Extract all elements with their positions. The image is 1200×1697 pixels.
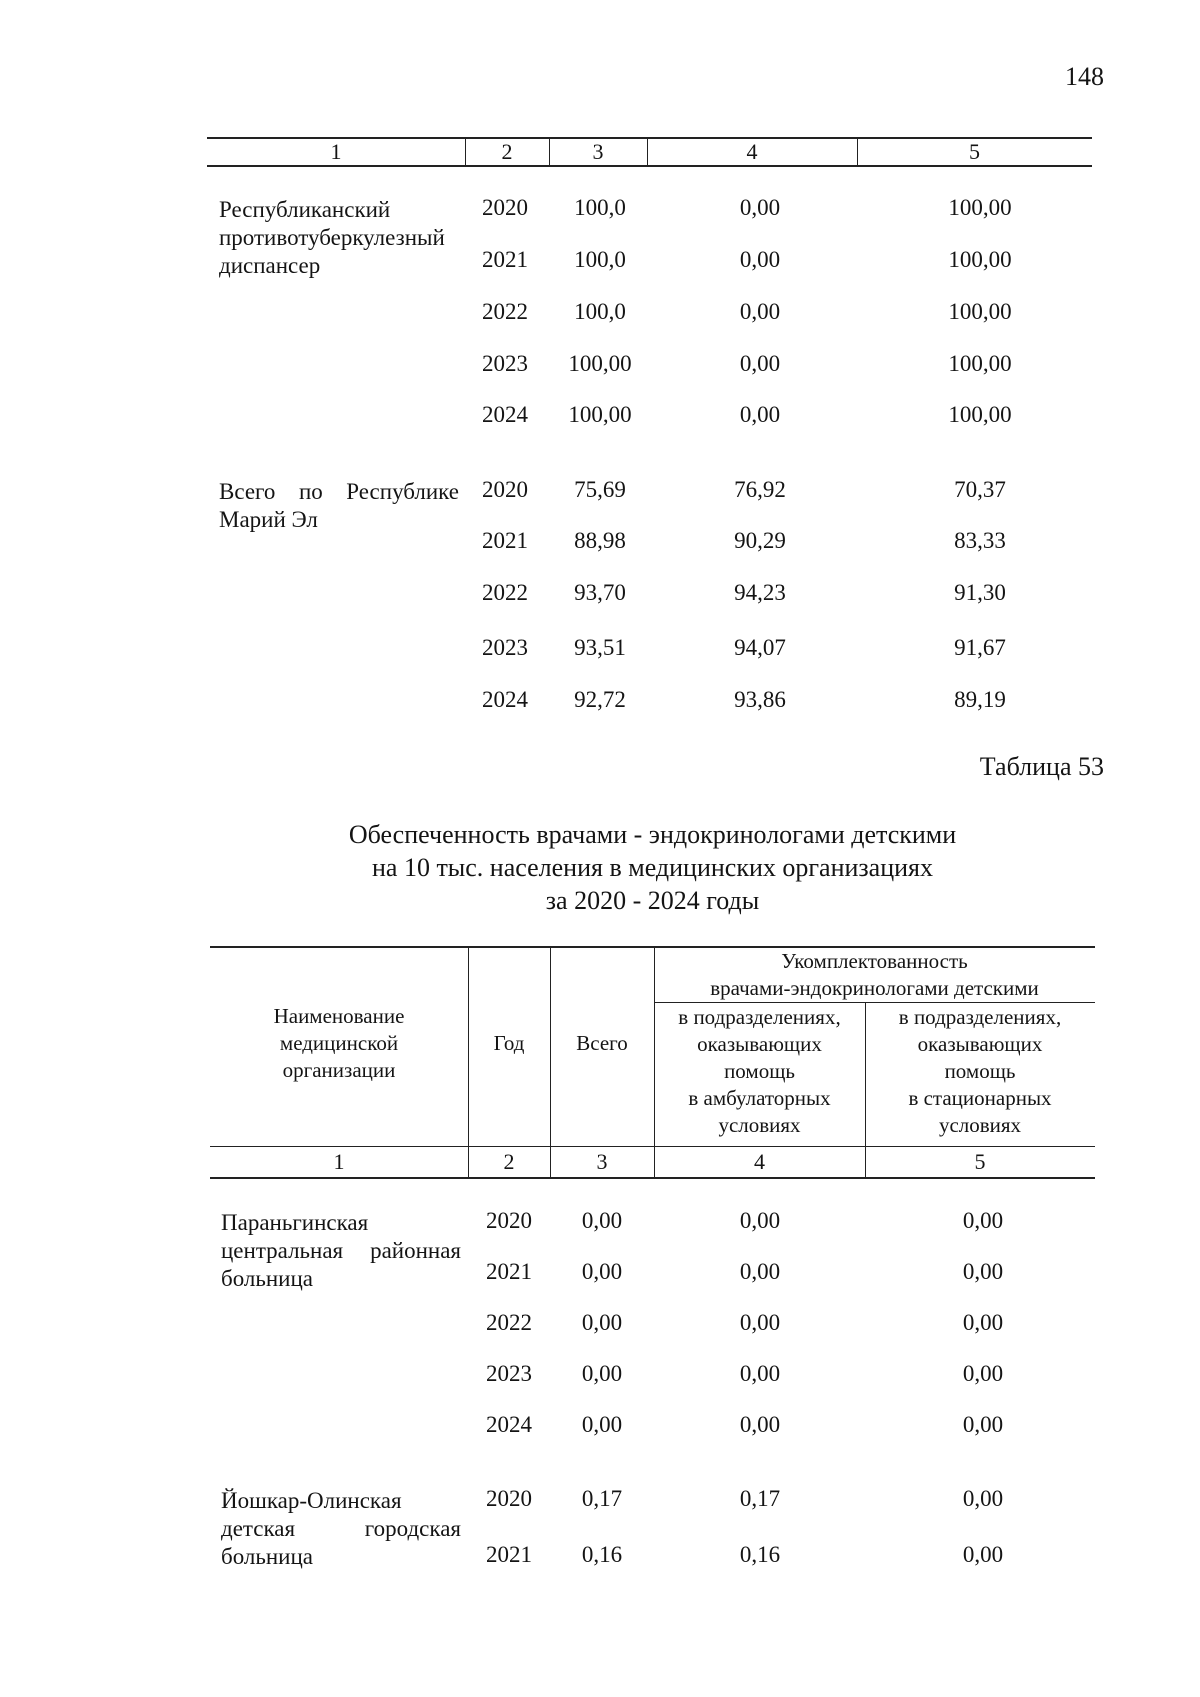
cell-year: 2020 bbox=[486, 1208, 532, 1233]
cell-year: 2023 bbox=[482, 635, 528, 660]
cell-inpatient: 0,00 bbox=[962, 1259, 1004, 1284]
cell-inpatient: 0,00 bbox=[962, 1542, 1004, 1567]
org-name: Параньгинская центральная районная больница bbox=[221, 1210, 461, 1291]
column-number-3: 3 bbox=[596, 1149, 608, 1174]
table-title bbox=[200, 818, 1105, 917]
column-number-2: 2 bbox=[501, 139, 513, 164]
continued-table-header bbox=[207, 137, 1092, 167]
cell-inpatient: 89,19 bbox=[954, 687, 1006, 712]
cell-total: 0,00 bbox=[581, 1412, 623, 1437]
cell-year: 2021 bbox=[486, 1259, 532, 1284]
header-staffing: Укомплектованность врачами-эндокринологами детскими bbox=[710, 949, 1039, 1000]
cell-inpatient: 100,00 bbox=[948, 351, 1012, 376]
cell-year: 2020 bbox=[482, 195, 528, 220]
cell-total: 88,98 bbox=[574, 528, 626, 553]
cell-inpatient: 100,00 bbox=[948, 247, 1012, 272]
column-number-1: 1 bbox=[333, 1149, 345, 1174]
cell-ambulatory: 90,29 bbox=[734, 528, 786, 553]
cell-ambulatory: 0,00 bbox=[739, 402, 781, 427]
column-number-5: 5 bbox=[974, 1149, 986, 1174]
cell-year: 2024 bbox=[482, 402, 528, 427]
cell-year: 2022 bbox=[486, 1310, 532, 1335]
cell-total: 100,00 bbox=[568, 351, 632, 376]
cell-total: 0,17 bbox=[581, 1486, 623, 1511]
cell-year: 2023 bbox=[486, 1361, 532, 1386]
cell-inpatient: 0,00 bbox=[962, 1486, 1004, 1511]
cell-ambulatory: 94,07 bbox=[734, 635, 786, 660]
cell-total: 0,00 bbox=[581, 1259, 623, 1284]
cell-ambulatory: 0,00 bbox=[739, 1208, 781, 1233]
org-name: Всего по Республике Марий Эл bbox=[219, 479, 459, 532]
cell-total: 0,16 bbox=[581, 1542, 623, 1567]
cell-inpatient: 100,00 bbox=[948, 299, 1012, 324]
cell-ambulatory: 0,00 bbox=[739, 1259, 781, 1284]
cell-total: 93,51 bbox=[574, 635, 626, 660]
cell-ambulatory: 0,00 bbox=[739, 1361, 781, 1386]
cell-inpatient: 0,00 bbox=[962, 1310, 1004, 1335]
cell-total: 100,00 bbox=[568, 402, 632, 427]
org-name: Республиканский противотуберкулезный диспансер bbox=[219, 197, 445, 278]
header-total: Всего bbox=[576, 1031, 628, 1055]
header-org-name: Наименование медицинской организации bbox=[273, 1004, 405, 1082]
column-number-5: 5 bbox=[969, 139, 980, 164]
cell-inpatient: 83,33 bbox=[954, 528, 1006, 553]
cell-inpatient: 100,00 bbox=[948, 195, 1012, 220]
cell-ambulatory: 0,17 bbox=[739, 1486, 781, 1511]
title-line: на 10 тыс. населения в медицинских организациях bbox=[371, 853, 933, 882]
header-inpatient: в подразделениях, оказывающих помощь в стационарных условиях bbox=[898, 1005, 1062, 1137]
cell-ambulatory: 0,00 bbox=[739, 247, 781, 272]
cell-total: 100,0 bbox=[574, 247, 626, 272]
cell-inpatient: 91,67 bbox=[954, 635, 1006, 660]
cell-year: 2023 bbox=[482, 351, 528, 376]
cell-ambulatory: 0,16 bbox=[739, 1542, 781, 1567]
cell-ambulatory: 0,00 bbox=[739, 1412, 781, 1437]
cell-ambulatory: 93,86 bbox=[734, 687, 786, 712]
cell-total: 0,00 bbox=[581, 1208, 623, 1233]
cell-year: 2020 bbox=[482, 477, 528, 502]
column-number-4: 4 bbox=[746, 139, 758, 164]
cell-total: 100,0 bbox=[574, 299, 626, 324]
cell-ambulatory: 0,00 bbox=[739, 299, 781, 324]
page-number: 148 bbox=[1065, 62, 1104, 91]
column-number-2: 2 bbox=[503, 1149, 515, 1174]
cell-ambulatory: 0,00 bbox=[739, 351, 781, 376]
cell-total: 93,70 bbox=[574, 580, 626, 605]
cell-year: 2021 bbox=[482, 247, 528, 272]
title-line: Обеспеченность врачами - эндокринологами детскими bbox=[348, 820, 957, 849]
org-name: Йошкар-Олинская детская городская больница bbox=[221, 1488, 461, 1569]
cell-ambulatory: 76,92 bbox=[734, 477, 786, 502]
title-line: за 2020 - 2024 годы bbox=[545, 886, 760, 915]
cell-inpatient: 0,00 bbox=[962, 1208, 1004, 1233]
column-number-4: 4 bbox=[754, 1149, 765, 1174]
cell-year: 2024 bbox=[482, 687, 528, 712]
cell-year: 2021 bbox=[482, 528, 528, 553]
cell-year: 2022 bbox=[482, 299, 528, 324]
column-number-1: 1 bbox=[330, 139, 342, 164]
cell-inpatient: 91,30 bbox=[954, 580, 1006, 605]
header-year: Год bbox=[493, 1031, 525, 1055]
cell-ambulatory: 94,23 bbox=[734, 580, 786, 605]
cell-ambulatory: 0,00 bbox=[739, 1310, 781, 1335]
cell-inpatient: 0,00 bbox=[962, 1361, 1004, 1386]
cell-inpatient: 100,00 bbox=[948, 402, 1012, 427]
cell-year: 2024 bbox=[486, 1412, 532, 1437]
header-ambulatory: в подразделениях, оказывающих помощь в амбулаторных условиях bbox=[678, 1005, 841, 1137]
cell-total: 92,72 bbox=[574, 687, 626, 712]
cell-total: 75,69 bbox=[574, 477, 626, 502]
cell-year: 2021 bbox=[486, 1542, 532, 1567]
table-label: Таблица 53 bbox=[979, 752, 1104, 781]
cell-inpatient: 0,00 bbox=[962, 1412, 1004, 1437]
cell-total: 0,00 bbox=[581, 1310, 623, 1335]
cell-year: 2020 bbox=[486, 1486, 532, 1511]
cell-total: 0,00 bbox=[581, 1361, 623, 1386]
cell-year: 2022 bbox=[482, 580, 528, 605]
column-number-3: 3 bbox=[592, 139, 604, 164]
cell-total: 100,0 bbox=[574, 195, 626, 220]
cell-ambulatory: 0,00 bbox=[739, 195, 781, 220]
table53-header bbox=[210, 946, 1095, 1178]
cell-inpatient: 70,37 bbox=[954, 477, 1006, 502]
